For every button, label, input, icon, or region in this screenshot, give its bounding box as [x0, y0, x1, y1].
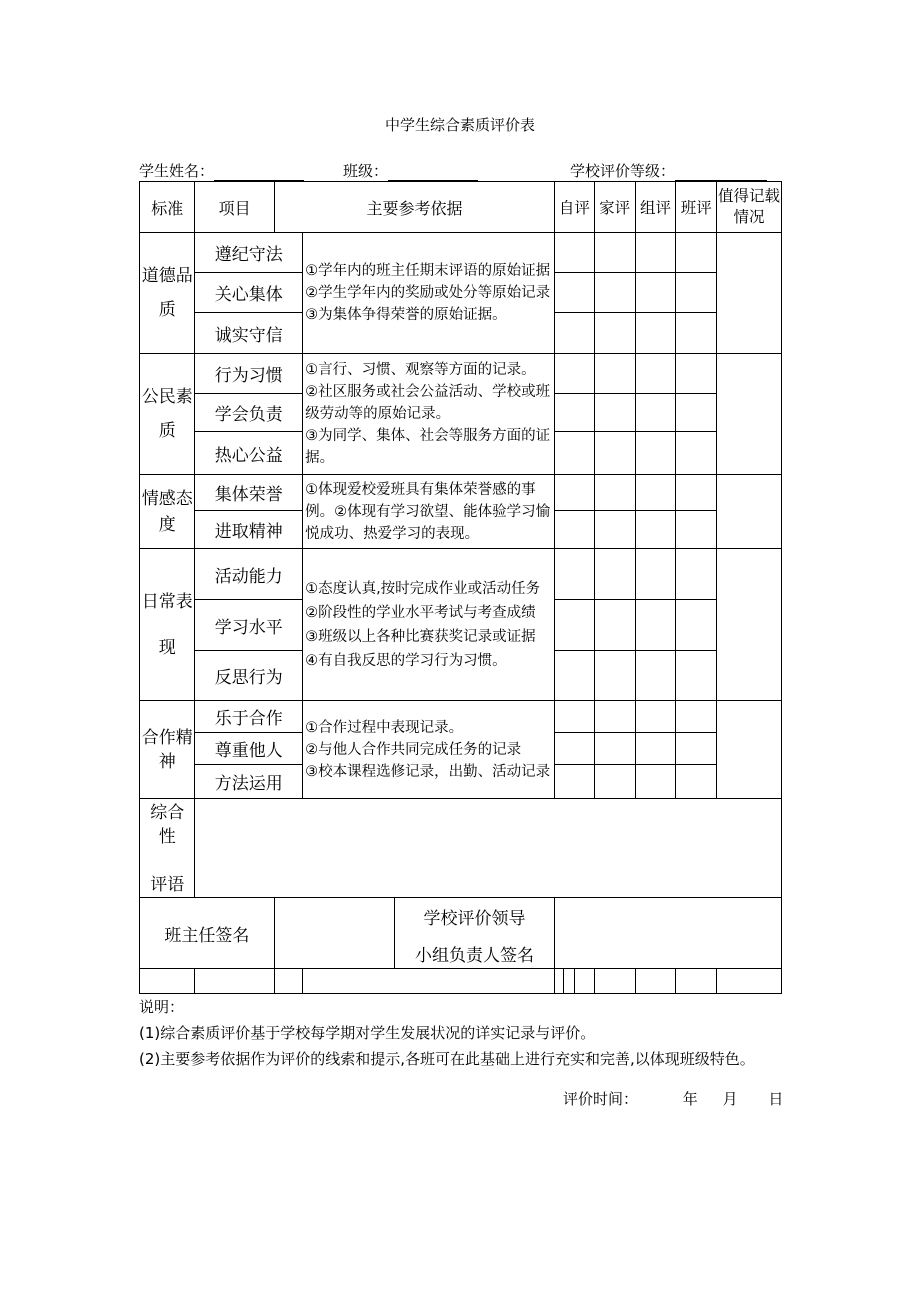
record-cell[interactable]: [717, 354, 782, 475]
header-record: 值得记载情况: [717, 182, 782, 233]
family-score-cell[interactable]: [594, 600, 635, 651]
self-score-cell[interactable]: [555, 765, 595, 799]
basis-line: ①体现爱校爱班具有集体荣誉感的事例。②体现有学习欲望、能体验学习愉悦成功、热爱学习的表现。: [305, 481, 551, 542]
notes-section: [139, 994, 789, 1072]
class-score-cell[interactable]: [676, 701, 717, 733]
header-row: [140, 182, 782, 233]
header-class: 班评: [676, 182, 717, 233]
item-cell: 尊重他人: [195, 733, 303, 765]
group-score-cell[interactable]: [635, 233, 676, 273]
header-group: 组评: [635, 182, 676, 233]
group-score-cell[interactable]: [635, 354, 676, 394]
self-score-cell[interactable]: [555, 354, 595, 394]
blank-cell[interactable]: [195, 969, 274, 994]
standard-cell: 情感态度: [140, 475, 195, 549]
page-title: 中学生综合素质评价表: [384, 116, 535, 134]
group-score-cell[interactable]: [635, 432, 676, 475]
item-cell: 活动能力: [195, 549, 303, 600]
family-score-cell[interactable]: [594, 354, 635, 394]
leader-label-line2: 小组负责人签名: [414, 946, 534, 966]
class-line: [343, 160, 478, 181]
family-score-cell[interactable]: [594, 733, 635, 765]
group-score-cell[interactable]: [635, 394, 676, 432]
item-cell: 遵纪守法: [195, 233, 303, 273]
self-score-cell[interactable]: [555, 432, 595, 475]
class-score-cell[interactable]: [676, 511, 717, 549]
class-score-cell[interactable]: [676, 651, 717, 701]
blank-cell[interactable]: [564, 969, 574, 994]
self-score-cell[interactable]: [555, 651, 595, 701]
standard-cell: 日常表现: [140, 549, 195, 701]
item-cell: 学会负责: [195, 394, 303, 432]
self-score-cell[interactable]: [555, 394, 595, 432]
item-cell: 热心公益: [195, 432, 303, 475]
self-score-cell[interactable]: [555, 600, 595, 651]
group-score-cell[interactable]: [635, 273, 676, 313]
basis-line: ①态度认真,按时完成作业或活动任务: [305, 580, 541, 597]
item-cell: 进取精神: [195, 511, 303, 549]
item-cell: 诚实守信: [195, 313, 303, 354]
student-name-blank[interactable]: [214, 165, 304, 181]
self-score-cell[interactable]: [555, 475, 595, 511]
header-self: 自评: [555, 182, 595, 233]
section-row: [140, 549, 782, 600]
blank-cell[interactable]: [140, 969, 195, 994]
basis-line: ②学生学年内的奖励或处分等原始记录: [305, 285, 551, 301]
evaluation-table: [139, 181, 782, 994]
family-score-cell[interactable]: [594, 273, 635, 313]
basis-line: ②阶段性的学业水平考试与考查成绩: [305, 604, 536, 621]
blank-cell[interactable]: [555, 969, 564, 994]
year-label: 年: [682, 1090, 698, 1108]
standard-cell: 合作精神: [140, 701, 195, 799]
self-score-cell[interactable]: [555, 233, 595, 273]
group-score-cell[interactable]: [635, 600, 676, 651]
class-score-cell[interactable]: [676, 733, 717, 765]
item-cell: 反思行为: [195, 651, 303, 701]
comment-label-line: [140, 849, 194, 873]
item-cell: 行为习惯: [195, 354, 303, 394]
header-item: 项目: [195, 182, 274, 233]
class-score-cell[interactable]: [676, 765, 717, 799]
group-score-cell[interactable]: [635, 313, 676, 354]
class-label: 班级：: [343, 162, 389, 180]
blank-cell[interactable]: [303, 969, 555, 994]
class-score-cell[interactable]: [676, 233, 717, 273]
comment-label-line: 性: [158, 827, 176, 847]
self-score-cell[interactable]: [555, 701, 595, 733]
family-score-cell[interactable]: [594, 651, 635, 701]
standard-cell: 公民素质: [140, 354, 195, 475]
item-cell: 学习水平: [195, 600, 303, 651]
blank-cell[interactable]: [676, 969, 717, 994]
student-name-line: [139, 160, 304, 181]
basis-cell: [303, 354, 555, 475]
family-score-cell[interactable]: [594, 394, 635, 432]
self-score-cell[interactable]: [555, 549, 595, 600]
family-score-cell[interactable]: [594, 511, 635, 549]
class-score-cell[interactable]: [676, 354, 717, 394]
class-score-cell[interactable]: [676, 600, 717, 651]
item-cell: 方法运用: [195, 765, 303, 799]
comment-label-line: 评语: [150, 875, 185, 895]
comment-label-line: 综合: [150, 803, 185, 823]
family-score-cell[interactable]: [594, 475, 635, 511]
group-score-cell[interactable]: [635, 701, 676, 733]
self-score-cell[interactable]: [555, 511, 595, 549]
signature-row: [140, 898, 782, 969]
leader-label-line1: 学校评价领导: [423, 909, 526, 929]
group-score-cell[interactable]: [635, 549, 676, 600]
family-score-cell[interactable]: [594, 701, 635, 733]
blank-cell[interactable]: [594, 969, 635, 994]
record-cell[interactable]: [717, 233, 782, 354]
basis-line: ④有自我反思的学习行为习惯。: [305, 652, 507, 669]
item-cell: 乐于合作: [195, 701, 303, 733]
section-row: [140, 354, 782, 394]
group-score-cell[interactable]: [635, 651, 676, 701]
basis-line: ③校本课程选修记录，出勤、活动记录: [305, 763, 551, 780]
comment-row: [140, 799, 782, 898]
class-score-cell[interactable]: [676, 432, 717, 475]
family-score-cell[interactable]: [594, 432, 635, 475]
header-standard: 标准: [140, 182, 195, 233]
basis-line: ③班级以上各种比赛获奖记录或证据: [305, 628, 536, 645]
blank-cell[interactable]: [635, 969, 676, 994]
section-row: [140, 475, 782, 511]
teacher-signature-area: [274, 898, 554, 969]
section-row: [140, 233, 782, 273]
school-level-line: [570, 160, 767, 181]
note-item: (1)综合素质评价基于学校每学期对学生发展状况的详实记录与评价。: [139, 1024, 596, 1042]
basis-cell: [303, 475, 555, 549]
basis-line: ②与他人合作共同完成任务的记录: [305, 741, 522, 758]
basis-cell: [303, 701, 555, 799]
item-cell: 集体荣誉: [195, 475, 303, 511]
group-score-cell[interactable]: [635, 765, 676, 799]
basis-line: ③为同学、集体、社会等服务方面的证据。: [305, 428, 551, 466]
school-level-blank[interactable]: [675, 165, 767, 181]
note-item: (2)主要参考依据作为评价的线索和提示,各班可在此基础上进行充实和完善,以体现班级特色。: [139, 1050, 755, 1068]
self-score-cell[interactable]: [555, 313, 595, 354]
blank-cell[interactable]: [274, 969, 302, 994]
record-cell[interactable]: [717, 475, 782, 549]
class-score-cell[interactable]: [676, 273, 717, 313]
family-score-cell[interactable]: [594, 233, 635, 273]
basis-line: ③为集体争得荣誉的原始证据。: [305, 307, 507, 323]
evaluation-date: [563, 1088, 783, 1109]
comment-content-cell[interactable]: [195, 799, 782, 898]
item-cell: 关心集体: [195, 273, 303, 313]
class-score-cell[interactable]: [676, 475, 717, 511]
class-score-cell[interactable]: [676, 549, 717, 600]
record-cell[interactable]: [717, 701, 782, 799]
basis-line: ②社区服务或社会公益活动、学校或班级劳动等的原始记录。: [305, 384, 551, 422]
header-basis: 主要参考依据: [274, 182, 554, 233]
group-score-cell[interactable]: [635, 475, 676, 511]
section-row: [140, 701, 782, 733]
family-score-cell[interactable]: [594, 313, 635, 354]
header-family: 家评: [594, 182, 635, 233]
basis-line: ①言行、习惯、观察等方面的记录。: [305, 362, 536, 378]
comment-label: [140, 799, 195, 898]
school-level-label: 学校评价等级：: [570, 162, 676, 180]
teacher-signature-field[interactable]: [275, 898, 395, 968]
blank-cell[interactable]: [717, 969, 782, 994]
blank-cell[interactable]: [574, 969, 594, 994]
class-score-cell[interactable]: [676, 394, 717, 432]
group-score-cell[interactable]: [635, 511, 676, 549]
blank-row: [140, 969, 782, 994]
self-score-cell[interactable]: [555, 733, 595, 765]
group-score-cell[interactable]: [635, 733, 676, 765]
day-label: 日: [768, 1090, 784, 1108]
record-cell[interactable]: [717, 549, 782, 701]
teacher-signature-label: 班主任签名: [140, 898, 275, 969]
leader-signature-label: [395, 898, 554, 968]
basis-cell: [303, 549, 555, 701]
basis-line: ①合作过程中表现记录。: [305, 719, 464, 736]
month-label: 月: [722, 1090, 738, 1108]
notes-heading: 说明：: [139, 998, 185, 1016]
self-score-cell[interactable]: [555, 273, 595, 313]
class-score-cell[interactable]: [676, 313, 717, 354]
student-name-label: 学生姓名：: [139, 162, 215, 180]
class-blank[interactable]: [388, 165, 478, 181]
basis-cell: [303, 233, 555, 354]
basis-line: ①学年内的班主任期末评语的原始证据: [305, 263, 551, 279]
date-label: 评价时间：: [563, 1090, 639, 1108]
leader-signature-field[interactable]: [555, 898, 782, 969]
standard-cell: 道德品质: [140, 233, 195, 354]
family-score-cell[interactable]: [594, 549, 635, 600]
family-score-cell[interactable]: [594, 765, 635, 799]
